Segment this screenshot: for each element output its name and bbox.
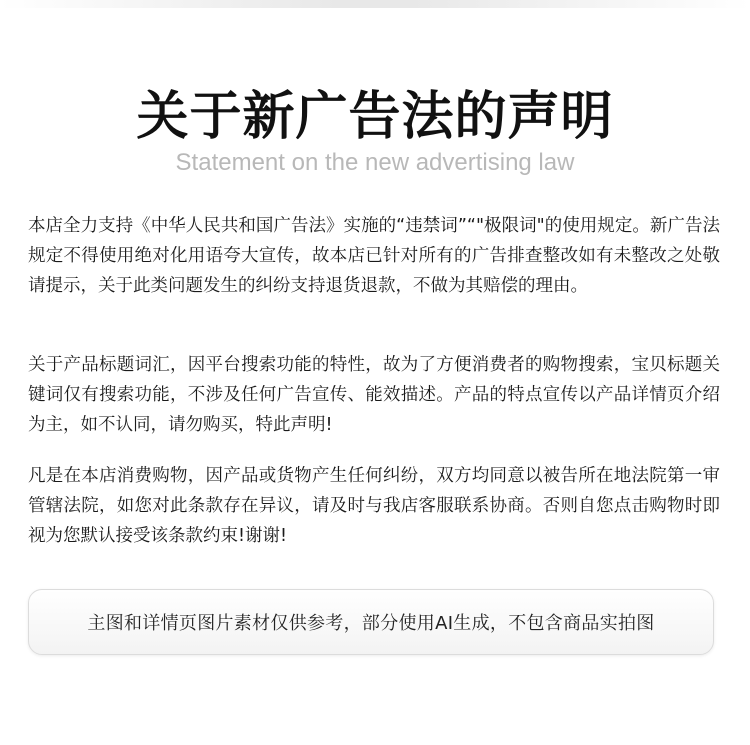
- top-shade-decoration: [0, 0, 750, 8]
- ai-image-notice-box: [28, 589, 714, 655]
- ai-image-notice-text: 主图和详情页图片素材仅供参考，部分使用AI生成，不包含商品实拍图: [87, 613, 655, 634]
- statement-paragraph-2: 关于产品标题词汇，因平台搜索功能的特性，故为了方便消费者的购物搜索，宝贝标题关键词仅有搜索功能，不涉及任何广告宣传、能效描述。产品的特点宣传以产品详情页介绍为主，如不认同，请勿购买，特此声明!: [28, 355, 720, 435]
- page-subtitle: Statement on the new advertising law: [175, 149, 575, 176]
- page-title: 关于新广告法的声明: [136, 87, 614, 147]
- statement-paragraph-3: 凡是在本店消费购物，因产品或货物产生任何纠纷，双方均同意以被告所在地法院第一审管辖法院，如您对此条款存在异议，请及时与我店客服联系协商。否则自您点击购物时即视为您默认接受该条款约束!谢谢!: [28, 466, 720, 546]
- statement-paragraph-1: 本店全力支持《中华人民共和国广告法》实施的“违禁词”“"极限词"的使用规定。新广告法规定不得使用绝对化用语夸大宣传，故本店已针对所有的广告排查整改如有未整改之处敬请提示，关于此类问题发生的纠纷支持退货退款，不做为其赔偿的理由。: [28, 216, 720, 296]
